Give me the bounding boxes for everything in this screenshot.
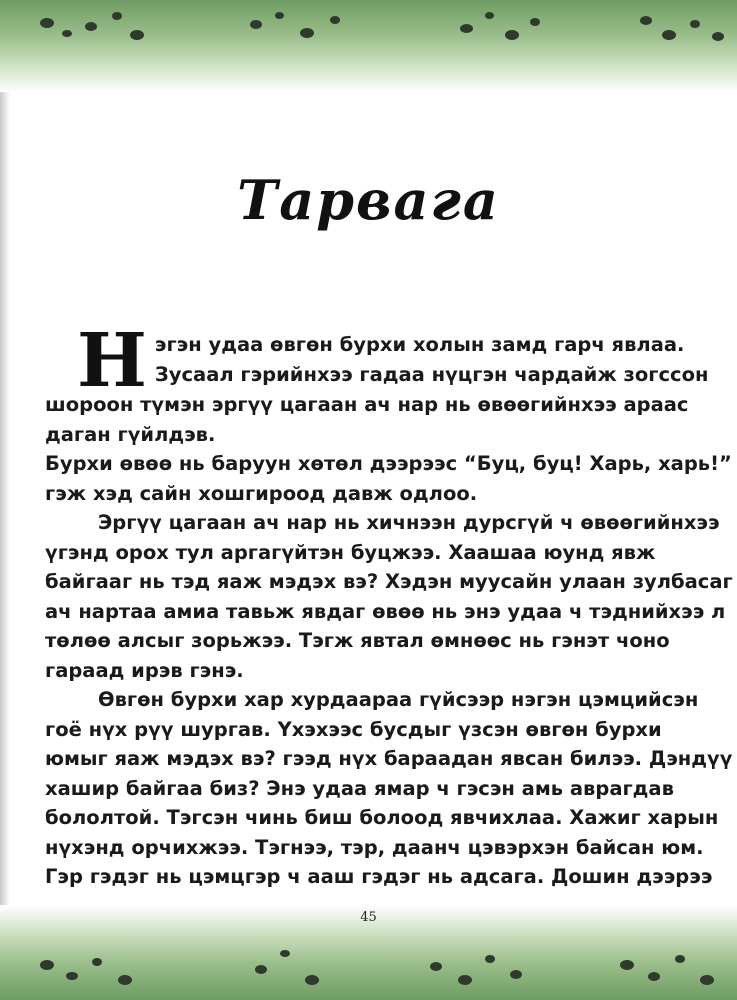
pebble-ornament	[255, 965, 267, 974]
pebble-ornament	[648, 972, 660, 981]
text-line: шороон түмэн эргүү цагаан ач нар нь өвөөгийнхээ араас	[45, 393, 689, 416]
pebble-ornament	[300, 28, 314, 38]
text-line: Бурхи өвөө нь баруун хөтөл дээрээс “Буц, буц! Харь, харь!”	[45, 452, 732, 475]
pebble-ornament	[40, 18, 54, 28]
text-line: бололтой. Тэгсэн чинь биш болоод явчихлаа. Хажиг харын	[45, 806, 719, 829]
page-number: 45	[360, 910, 377, 925]
top-decorative-border	[0, 0, 737, 92]
pebble-ornament	[460, 24, 473, 33]
text-line: Гэр гэдэг нь цэмцгэр ч ааш гэдэг нь адсага. Дошин дээрээ	[45, 865, 713, 888]
pebble-ornament	[700, 975, 714, 985]
page-title: Тарвага	[237, 168, 500, 232]
pebble-ornament	[485, 955, 495, 963]
pebble-ornament	[305, 975, 319, 985]
pebble-ornament	[505, 30, 519, 40]
pebble-ornament	[458, 975, 472, 985]
pebble-ornament	[250, 20, 262, 29]
text-line: нүхэнд орчихжээ. Тэгнээ, тэр, даанч цэвэрхэн байсан юм.	[45, 835, 704, 859]
text-line: Өвгөн бурхи хар хурдаараа гүйсээр нэгэн цэмцийсэн	[98, 688, 699, 711]
text-line: юмыг яаж мэдэх вэ? гээд нүх бараадан явсан билээ. Дэндүү	[45, 747, 733, 770]
pebble-ornament	[485, 12, 494, 19]
pebble-ornament	[330, 16, 340, 24]
text-line: ач нартаа амиа тавьж явдаг өвөө нь энэ удаа ч тэднийхээ л	[45, 599, 726, 623]
drop-cap: Н	[77, 318, 147, 404]
pebble-ornament	[430, 962, 442, 971]
text-line: Зусаал гэрийнхээ гадаа нүцгэн чардайж зогссон	[154, 362, 709, 386]
pebble-ornament	[510, 970, 522, 979]
text-line: даган гүйлдэв.	[45, 422, 216, 446]
text-line: төлөө алсыг зорьжээ. Тэгж явтал өмнөөс нь гэнэт чоно	[45, 629, 670, 652]
text-line: эгэн удаа өвгөн бурхи холын замд гарч явлаа.	[154, 333, 685, 356]
pebble-ornament	[690, 20, 700, 28]
pebble-ornament	[530, 18, 540, 26]
pebble-ornament	[620, 960, 634, 970]
text-line: хашир байгаа биз? Энэ удаа ямар ч гэсэн амь аврагдав	[45, 776, 674, 800]
text-line: байгааг нь тэд яаж мэдэх вэ? Хэдэн муусайн улаан зулбасаг	[45, 570, 733, 593]
story-text	[45, 318, 733, 892]
text-line: гэж хэд сайн хошгироод давж одлоо.	[45, 481, 478, 505]
pebble-ornament	[275, 12, 284, 19]
pebble-ornament	[118, 975, 132, 985]
pebble-ornament	[662, 30, 676, 40]
text-line: Эргүү цагаан ач нар нь хичнээн дурсгүй ч өвөөгийнхээ	[98, 511, 720, 534]
pebble-ornament	[280, 950, 290, 957]
pebble-ornament	[66, 972, 78, 980]
text-line: гараад ирэв гэнэ.	[45, 658, 244, 682]
pebble-ornament	[85, 22, 97, 31]
pebble-ornament	[130, 30, 144, 40]
pebble-ornament	[92, 958, 102, 966]
pebble-ornament	[640, 16, 652, 25]
pebble-ornament	[40, 960, 54, 970]
pebble-ornament	[675, 955, 685, 963]
pebble-ornament	[62, 30, 72, 37]
pebble-ornament	[712, 32, 724, 41]
pebble-ornament	[112, 12, 122, 20]
text-line: үгэнд орох тул аргагүйтэн буцжээ. Хаашаа юунд явж	[45, 540, 656, 564]
page-spine-shadow	[0, 0, 10, 1000]
text-line: гоё нүх рүү шургав. Үхэхээс бусдыг үзсэн өвгөн бурхи	[45, 717, 662, 741]
